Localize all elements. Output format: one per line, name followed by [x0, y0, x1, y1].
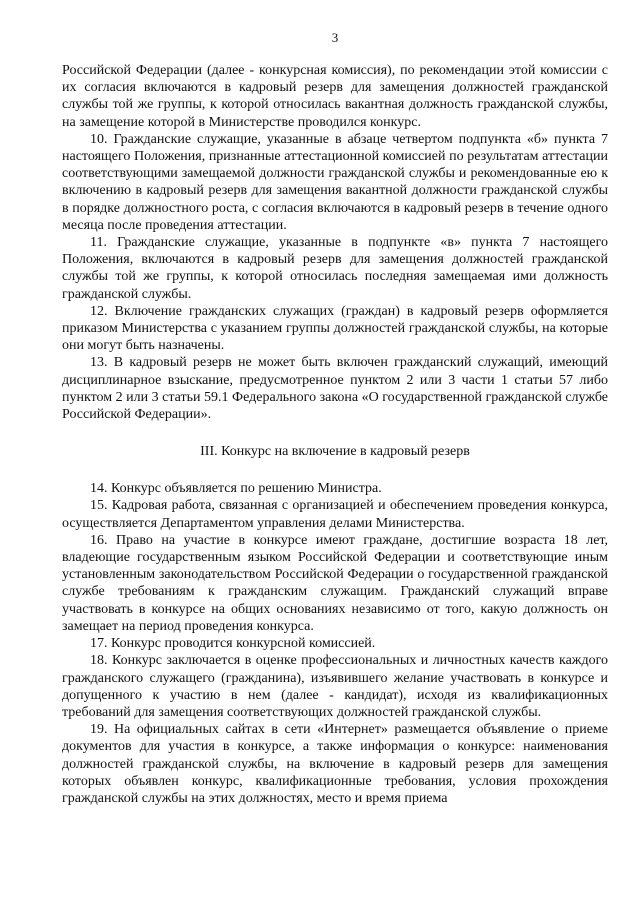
section-heading: III. Конкурс на включение в кадровый резерв	[200, 444, 470, 460]
paragraph-12: 12. Включение гражданских служащих (граждан) в кадровый резерв оформляется приказом Министерства с указанием группы должностей гражданской службы, на которые они могут быть назначены.	[62, 303, 608, 354]
paragraph-17: 17. Конкурс проводится конкурсной комиссией.	[90, 636, 376, 652]
document-page	[62, 30, 608, 807]
paragraph-10: 10. Гражданские служащие, указанные в абзаце четвертом подпункта «б» пункта 7 настоящего Положения, признанные аттестационной комиссией по результатам аттестации соответствующими замещаемой должности гражданской службы и рекомендованные ею к включению в кадровый резерв для замещения вакантной должности гражданской службы в порядке должностного роста, с согласия включаются в кадровый резерв в течение одного месяца после проведения аттестации.	[62, 131, 608, 233]
paragraph-19: 19. На официальных сайтах в сети «Интернет» размещается объявление о приеме документов для участия в конкурсе, а также информация о конкурсе: наименования должностей гражданской службы, на включение в кадровый резерв для замещения которых объявлен конкурс, квалификационные требования, условия прохождения гражданской службы на этих должностях, место и время приема	[62, 722, 608, 806]
paragraph-18: 18. Конкурс заключается в оценке профессиональных и личностных качеств каждого гражданского служащего (гражданина), изъявившего желание участвовать в конкурсе и допущенного к участию в нем (далее - кандидат), исходя из квалификационных требований для замещения соответствующих должностей гражданской службы.	[62, 653, 608, 720]
paragraph-16: 16. Право на участие в конкурсе имеют граждане, достигшие возраста 18 лет, владеющие государственным языком Российской Федерации и соответствующие иным установленным законодательством Российской Федерации о государственной гражданской службе требованиям к гражданским служащим. Гражданский служащий вправе участвовать в конкурсе на общих основаниях независимо от того, какую должность он замещает на период проведения конкурса.	[62, 532, 608, 634]
paragraph-13: 13. В кадровый резерв не может быть включен гражданский служащий, имеющий дисциплинарное взыскание, предусмотренное пунктом 2 или 3 части 1 статьи 57 либо пунктом 2 или 3 статьи 59.1 Федерального закона «О государственной гражданской службе Российской Федерации».	[62, 355, 608, 423]
page-number: 3	[331, 30, 339, 45]
paragraph-11: 11. Гражданские служащие, указанные в подпункте «в» пункта 7 настоящего Положения, включаются в кадровый резерв для замещения должностей гражданской службы той же группы, к которой относилась последняя замещаемая ими должность гражданской службы.	[62, 235, 608, 302]
paragraph-14: 14. Конкурс объявляется по решению Министра.	[90, 481, 382, 497]
paragraph-continuation: Российской Федерации (далее - конкурсная комиссия), по рекомендации этой комиссии с их согласия включаются в кадровый резерв для замещения должностей гражданской службы той же группы, к которой относилась вакантная должность гражданской службы, на замещение которой в Министерстве проводился конкурс.	[62, 63, 608, 130]
paragraph-15: 15. Кадровая работа, связанная с организацией и обеспечением проведения конкурса, осуществляется Департаментом управления делами Министерства.	[62, 498, 608, 531]
